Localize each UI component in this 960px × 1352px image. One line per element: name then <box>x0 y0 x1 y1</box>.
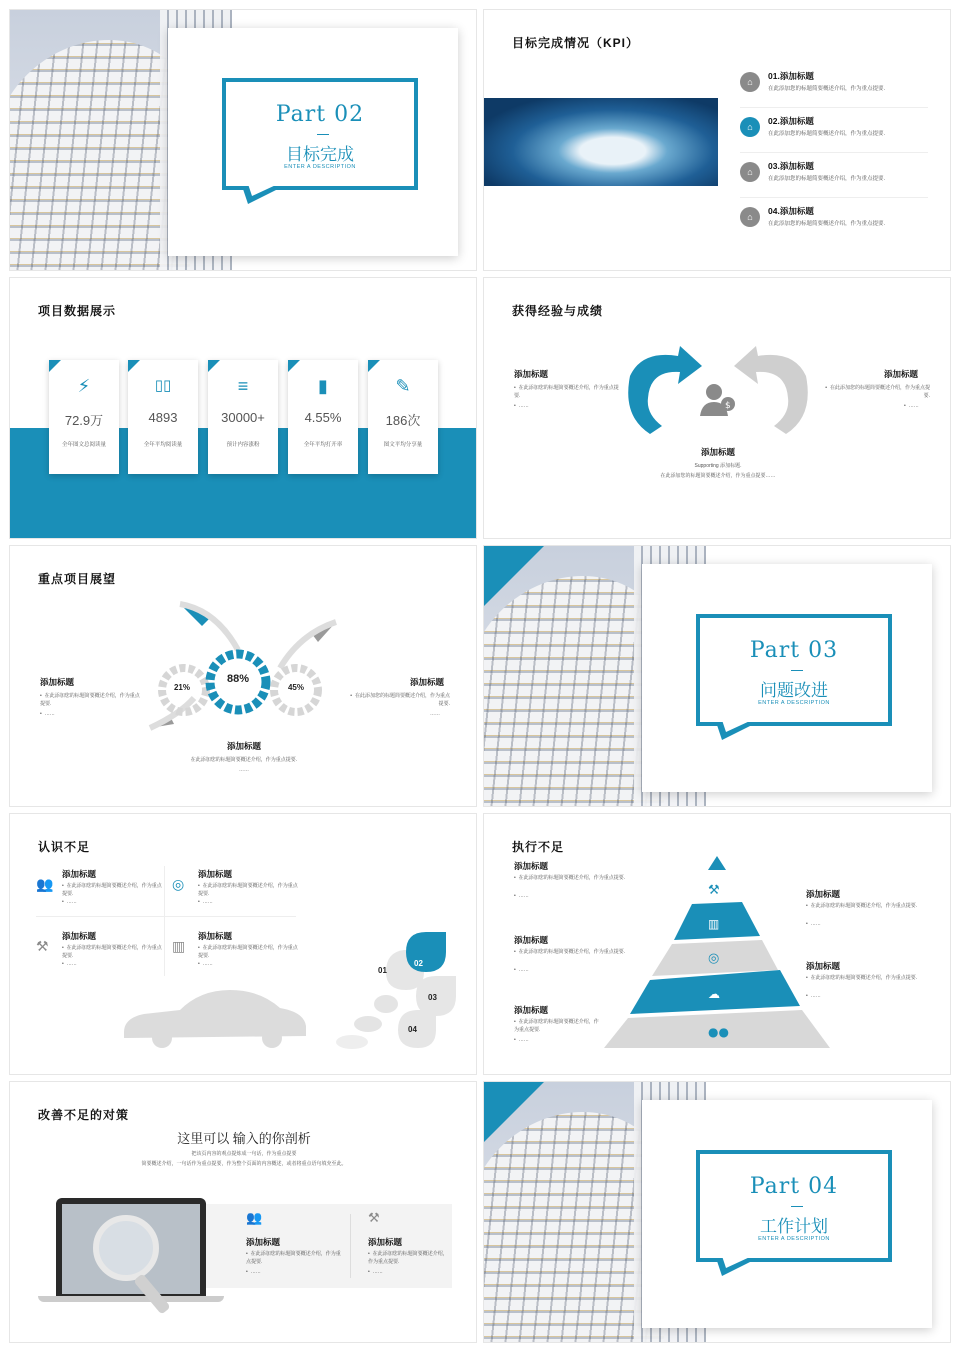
headline: 这里可以 输入的你剖析 <box>177 1131 311 1146</box>
kpi-item <box>740 66 928 108</box>
item-heading: 添加标题 <box>62 869 97 879</box>
devices-icon: ▯▯ <box>154 377 172 394</box>
slide-shortcomings <box>9 813 477 1075</box>
item-more: • …… <box>198 960 213 968</box>
data-label: 图文平均分享量 <box>383 442 423 448</box>
bottom-heading: 添加标题 <box>226 741 261 751</box>
leaf-bubbles-graphic <box>306 932 466 1052</box>
kpi-item <box>740 111 928 153</box>
kpi-item-title: 02.添加标题 <box>768 116 814 126</box>
speech-bubble-frame <box>696 1150 892 1262</box>
right-body: • 在此添加您的标题简要概述介绍，作为重点提要. <box>806 974 924 982</box>
slide-part-03 <box>483 545 951 807</box>
lightning-icon: ⚡ <box>77 376 91 396</box>
item-more: • …… <box>368 1268 383 1276</box>
item-heading: 添加标题 <box>368 1237 403 1247</box>
item-body: • 在此添加您的标题简要概述介绍，作为重点提要. <box>246 1250 342 1266</box>
left-heading: 添加标题 <box>514 1005 549 1015</box>
part-name: 工作计划 <box>760 1217 828 1237</box>
right-more: • …… <box>806 920 821 928</box>
slide-experience <box>483 277 951 539</box>
right-body: • 在此添加您的标题简要概述介绍，作为重点提要. <box>806 902 924 910</box>
svg-text:⚒: ⚒ <box>708 883 720 898</box>
item-heading: 添加标题 <box>246 1237 281 1247</box>
part-description: ENTER A DESCRIPTION <box>758 1236 830 1242</box>
data-value: 72.9万 <box>64 413 104 428</box>
kpi-item-title: 04.添加标题 <box>768 206 814 216</box>
left-body: • 在此添加您的标题简要概述介绍，作为重点提要. <box>514 948 632 956</box>
item-body: • 在此添加您的标题简要概述介绍，作为重点提要. <box>62 944 162 960</box>
slide-execution <box>483 813 951 1075</box>
left-body: • 在此添加您的标题简要概述介绍，作为重点提要. <box>514 1018 602 1034</box>
section-card <box>168 28 458 256</box>
left-more: • …… <box>514 402 529 410</box>
data-label: 全年图文总阅读量 <box>61 442 106 448</box>
exchange-arrows-graphic <box>622 346 814 438</box>
slide-outlook <box>9 545 477 807</box>
svg-text:$: $ <box>725 401 731 411</box>
part-number: Part 03 <box>749 638 839 663</box>
left-more: • …… <box>514 966 529 974</box>
car-silhouette <box>120 982 310 1054</box>
section-card <box>642 564 932 792</box>
bubble-number: 02 <box>414 959 423 968</box>
kpi-item-desc: 在此添加您的标题简要概述介绍，作为重点提要. <box>768 86 886 92</box>
data-card <box>208 360 278 474</box>
svg-text:◎: ◎ <box>708 951 720 966</box>
item-more: • …… <box>62 898 77 906</box>
right-more: …… <box>430 711 440 717</box>
kpi-item-desc: 在此添加您的标题简要概述介绍，作为重点提要. <box>768 221 886 227</box>
speech-bubble-frame <box>696 614 892 726</box>
part-description: ENTER A DESCRIPTION <box>284 164 356 170</box>
bubble-number: 01 <box>378 966 387 975</box>
part-number: Part 02 <box>275 102 365 127</box>
data-card <box>288 360 358 474</box>
data-card <box>49 360 119 474</box>
speech-bubble-frame <box>222 78 418 190</box>
kpi-item-title: 01.添加标题 <box>768 71 814 81</box>
subline-1: 把该页内容的观点提炼成一句话，作为重点提要 <box>191 1151 297 1157</box>
slide-data <box>9 277 477 539</box>
bottom-more: …… <box>239 767 249 773</box>
target-icon: ◎ <box>172 876 185 892</box>
kpi-item <box>740 201 928 243</box>
part-name: 问题改进 <box>760 681 828 701</box>
data-value: 4.55% <box>304 410 342 425</box>
bubble-number: 04 <box>408 1025 417 1034</box>
magnifier-icon <box>86 1210 182 1320</box>
svg-text:☁: ☁ <box>708 987 720 1001</box>
slide-title: 改善不足的对策 <box>38 1108 130 1122</box>
bubble-number: 03 <box>428 993 437 1002</box>
gear-value: 45% <box>287 683 304 692</box>
wave-photo <box>484 98 718 186</box>
network-icon: ⌂ <box>740 162 760 182</box>
item-body: • 在此添加您的标题简要概述介绍，作为重点提要. <box>198 882 298 898</box>
data-label: 全年平均打开率 <box>303 442 343 448</box>
slide-title: 项目数据展示 <box>38 304 117 318</box>
door-icon: ▮ <box>318 376 328 396</box>
item-more: • …… <box>62 960 77 968</box>
notepad-icon: ✎ <box>395 376 411 396</box>
tools-icon: ⚒ <box>368 1210 380 1225</box>
kpi-item <box>740 156 928 198</box>
data-card <box>368 360 438 474</box>
team-icon: 👥 <box>36 876 54 892</box>
left-heading: 添加标题 <box>40 677 75 687</box>
bottom-body: 在此添加您的标题简要概述介绍，作为重点提要…… <box>660 473 776 479</box>
left-more: • …… <box>514 1036 529 1044</box>
left-more: • …… <box>514 892 529 900</box>
item-body: • 在此添加您的标题简要概述介绍，作为重点提要. <box>198 944 298 960</box>
data-value: 4893 <box>148 410 178 425</box>
team-icon: 👥 <box>246 1210 263 1225</box>
part-name: 目标完成 <box>286 145 354 165</box>
part-description: ENTER A DESCRIPTION <box>758 700 830 706</box>
left-body: • 在此添加您的标题简要概述介绍，作为重点提要. <box>40 692 140 708</box>
slide-title: 获得经验与成绩 <box>512 304 604 318</box>
left-more: • …… <box>40 710 55 718</box>
slide-title: 认识不足 <box>38 840 91 854</box>
data-label: 全年平均阅读量 <box>143 442 183 448</box>
kpi-item-title: 03.添加标题 <box>768 161 814 171</box>
left-heading: 添加标题 <box>514 369 549 379</box>
right-body: • 在此添加您的标题简要概述介绍，作为重点提要. <box>350 692 450 708</box>
item-heading: 添加标题 <box>198 869 233 879</box>
database-icon: ≡ <box>237 376 249 396</box>
slide-part-02 <box>9 9 477 271</box>
left-body: • 在此添加您的标题简要概述介绍，作为重点提要. <box>514 874 632 882</box>
right-heading: 添加标题 <box>410 677 445 687</box>
slide-part-04 <box>483 1081 951 1343</box>
right-more: • …… <box>806 992 821 1000</box>
right-heading: 添加标题 <box>806 889 841 899</box>
item-heading: 添加标题 <box>62 931 97 941</box>
svg-text:●●: ●● <box>708 1025 729 1039</box>
data-value: 30000+ <box>221 410 265 425</box>
bottom-heading: 添加标题 <box>700 447 735 457</box>
gears-rockets-graphic <box>140 594 350 740</box>
left-body: • 在此添加您的标题简要概述介绍，作为重点提要. <box>514 384 624 400</box>
tools-icon: ⚒ <box>36 938 49 954</box>
network-icon: ⌂ <box>740 117 760 137</box>
kpi-item-desc: 在此添加您的标题简要概述介绍，作为重点提要. <box>768 176 886 182</box>
item-more: • …… <box>198 898 213 906</box>
bottom-body: 在此添加您的标题简要概述介绍，作为重点提要. <box>190 757 298 763</box>
slide-kpi <box>483 9 951 271</box>
kpi-item-desc: 在此添加您的标题简要概述介绍，作为重点提要. <box>768 131 886 137</box>
pyramid-graphic <box>602 854 832 1054</box>
left-heading: 添加标题 <box>514 861 549 871</box>
left-heading: 添加标题 <box>514 935 549 945</box>
slide-title: 执行不足 <box>512 840 565 854</box>
item-more: • …… <box>246 1268 261 1276</box>
slide-title: 目标完成情况（KPI） <box>512 36 640 50</box>
gear-value-main: 88% <box>226 673 250 685</box>
slide-title: 重点项目展望 <box>38 572 117 586</box>
data-label: 预计内容涨粉 <box>226 442 260 448</box>
part-number: Part 04 <box>749 1174 839 1199</box>
data-value: 186次 <box>385 413 421 428</box>
network-icon: ⌂ <box>740 72 760 92</box>
item-body: • 在此添加您的标题简要概述介绍，作为重点提要. <box>368 1250 450 1266</box>
right-more: • …… <box>904 402 919 410</box>
chart-icon: ▥ <box>172 938 186 954</box>
data-card <box>128 360 198 474</box>
network-icon: ⌂ <box>740 207 760 227</box>
item-heading: 添加标题 <box>198 931 233 941</box>
right-heading: 添加标题 <box>884 369 919 379</box>
right-body: • 在此添加您的标题简要概述介绍，作为重点提要. <box>820 384 930 400</box>
item-body: • 在此添加您的标题简要概述介绍，作为重点提要. <box>62 882 162 898</box>
slide-countermeasures <box>9 1081 477 1343</box>
subline-2: 简要概述介绍，一句话作为重点提要，作为整个页面的内容概述，或者将重点语句填充至此。 <box>141 1161 347 1167</box>
bottom-sub: Supporting 添加标题. <box>694 463 742 469</box>
right-heading: 添加标题 <box>806 961 841 971</box>
gear-value: 21% <box>173 683 190 692</box>
section-card <box>642 1100 932 1328</box>
svg-text:▥: ▥ <box>708 917 720 931</box>
